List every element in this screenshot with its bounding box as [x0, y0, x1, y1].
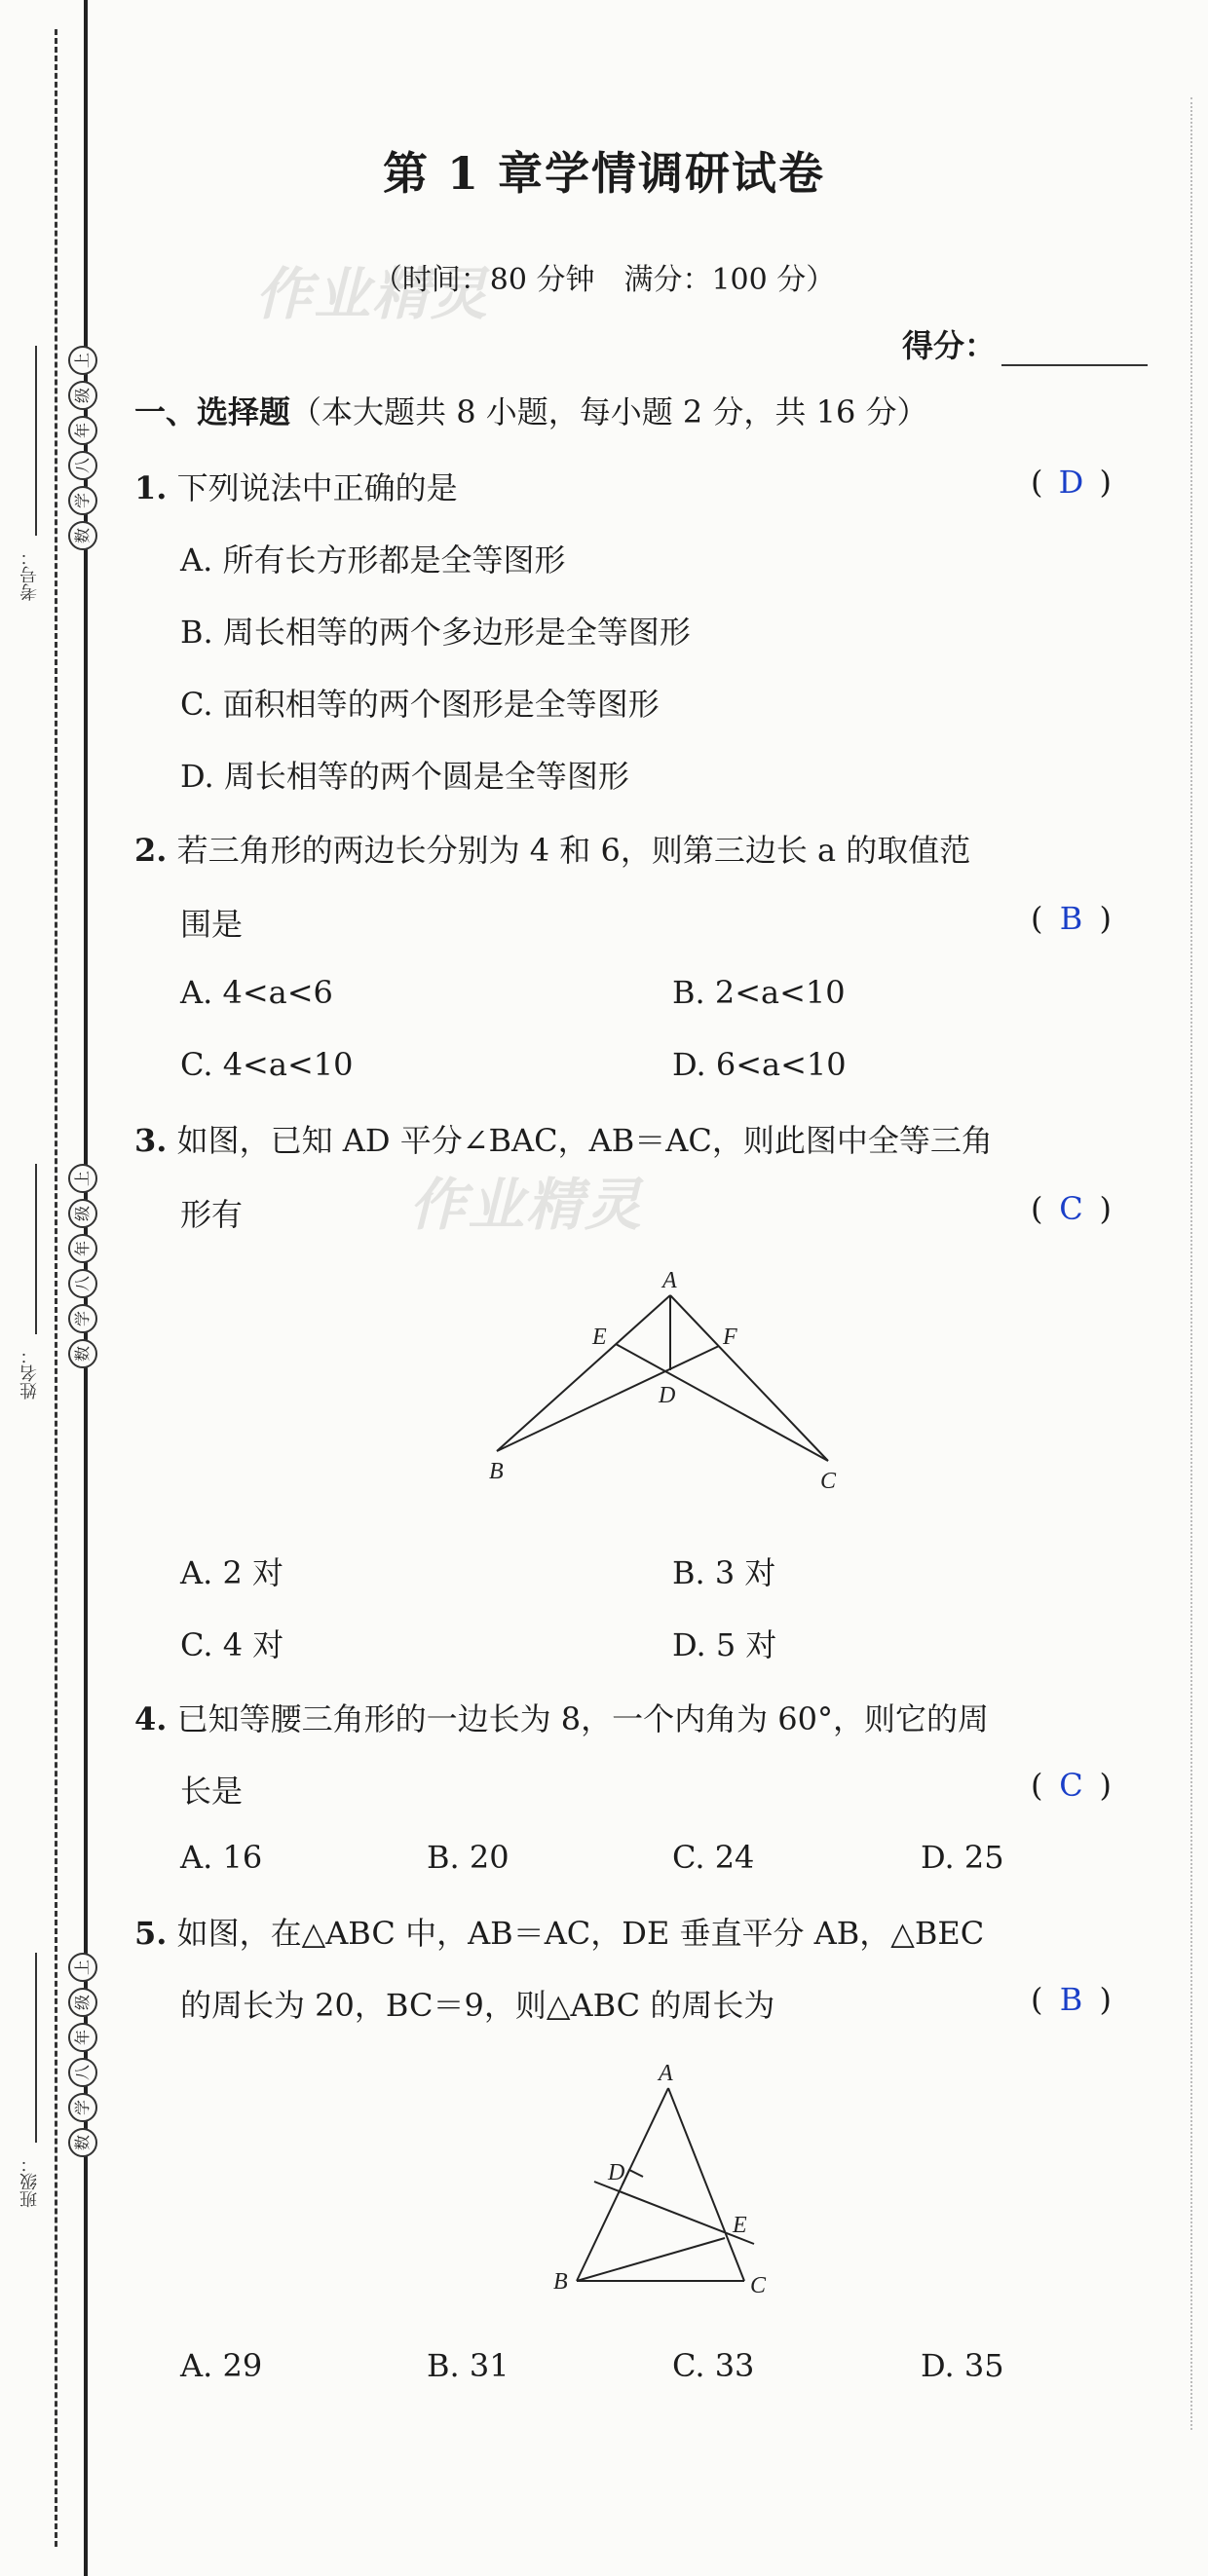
- option-d: D. 6<a<10: [672, 1046, 847, 1083]
- stamp-char: 八: [68, 451, 97, 480]
- score-blank: [1001, 335, 1148, 366]
- question-text: 如图，在△ABC 中，AB＝AC，DE 垂直平分 AB，△BEC: [176, 1915, 985, 1952]
- stamp-char: 级: [68, 1988, 97, 2017]
- option-d: D. 周长相等的两个圆是全等图形: [180, 758, 629, 795]
- option-d: D. 35: [921, 2347, 1004, 2384]
- question-4: [134, 1695, 989, 1739]
- label-d: D: [608, 2160, 625, 2185]
- stamp-char: 数: [68, 1339, 97, 1368]
- question-3: [134, 1116, 993, 1161]
- option-b: B. 周长相等的两个多边形是全等图形: [180, 614, 691, 651]
- stamp-char: 数: [68, 521, 97, 550]
- question-2: [134, 826, 970, 871]
- option-d: D. 5 对: [672, 1626, 777, 1663]
- option-d: D. 25: [921, 1839, 1004, 1876]
- answer-letter: C: [1059, 1767, 1083, 1804]
- answer-letter: B: [1059, 1981, 1083, 2018]
- score-label: 得分：: [901, 327, 996, 364]
- class-field: [18, 1953, 92, 2225]
- stamp-char: 上: [68, 346, 97, 375]
- option-b: B. 3 对: [672, 1554, 776, 1591]
- question-5: [134, 1909, 984, 1954]
- question-number: 2.: [134, 832, 168, 869]
- question-number: 4.: [134, 1700, 168, 1737]
- grade-stamp: [68, 1164, 97, 1368]
- question-number: 3.: [134, 1122, 168, 1159]
- segment-ce: [616, 1344, 828, 1461]
- right-angle-mark: [623, 2170, 643, 2184]
- question-number: 1.: [134, 469, 168, 506]
- label-b: B: [553, 2269, 568, 2295]
- score-field: [902, 321, 1148, 366]
- stamp-char: 年: [68, 416, 97, 445]
- stamp-char: 级: [68, 381, 97, 410]
- stamp-char: 年: [68, 2023, 97, 2052]
- answer-bracket: ( C ): [1031, 1190, 1112, 1227]
- label-c: C: [820, 1469, 837, 1494]
- segment-de: [594, 2182, 754, 2244]
- section-heading: [134, 388, 928, 432]
- figure-q3: [468, 1266, 857, 1510]
- segment-be: [577, 2238, 725, 2281]
- watermark: 作业精灵: [409, 1172, 644, 1238]
- question-text: 若三角形的两边长分别为 4 和 6，则第三边长 a 的取值范: [176, 832, 971, 869]
- option-c: C. 24: [672, 1839, 755, 1876]
- label-c: C: [750, 2273, 767, 2298]
- label-d: D: [659, 1383, 676, 1408]
- answer-bracket: ( D ): [1031, 464, 1112, 501]
- question-text-cont: 的周长为 20，BC＝9，则△ABC 的周长为: [180, 1987, 775, 2024]
- stamp-char: 上: [68, 1953, 97, 1982]
- question-text: 如图，已知 AD 平分∠BAC，AB＝AC，则此图中全等三角: [176, 1122, 993, 1159]
- watermark: 作业精灵: [255, 261, 490, 327]
- answer-bracket: ( C ): [1031, 1767, 1112, 1804]
- stamp-char: 上: [68, 1164, 97, 1193]
- label-b: B: [489, 1459, 504, 1484]
- answer-letter: C: [1059, 1190, 1083, 1227]
- section-note: （本大题共 8 小题，每小题 2 分，共 16 分）: [290, 393, 928, 430]
- option-a: A. 4<a<6: [180, 974, 333, 1011]
- label-e: E: [733, 2213, 747, 2238]
- stamp-char: 八: [68, 1269, 97, 1298]
- name-blank: [35, 1164, 37, 1334]
- stamp-char: 学: [68, 2093, 97, 2122]
- question-1: [134, 464, 458, 508]
- stamp-char: 八: [68, 2058, 97, 2087]
- label-e: E: [592, 1325, 607, 1350]
- page-title: 第 1 章学情调研试卷: [382, 147, 826, 200]
- stamp-char: 学: [68, 1304, 97, 1333]
- exam-number-label: 考号：: [19, 548, 40, 601]
- option-a: A. 所有长方形都是全等图形: [180, 541, 566, 579]
- question-text: 下列说法中正确的是: [176, 469, 458, 506]
- option-c: C. 4<a<10: [180, 1046, 354, 1083]
- option-c: C. 33: [672, 2347, 755, 2384]
- question-text: 已知等腰三角形的一边长为 8，一个内角为 60°，则它的周: [176, 1700, 990, 1737]
- stamp-char: 学: [68, 486, 97, 515]
- name-field: [18, 1164, 92, 1427]
- figure-q5: [546, 2055, 799, 2308]
- answer-letter: D: [1058, 464, 1084, 501]
- label-a: A: [659, 2061, 673, 2086]
- grade-stamp: [68, 1953, 97, 2157]
- option-c: C. 面积相等的两个图形是全等图形: [180, 686, 660, 723]
- option-b: B. 31: [427, 2347, 510, 2384]
- label-f: F: [723, 1325, 737, 1350]
- option-c: C. 4 对: [180, 1626, 284, 1663]
- option-a: A. 2 对: [180, 1554, 283, 1591]
- answer-bracket: ( B ): [1031, 1981, 1112, 2018]
- option-a: A. 29: [180, 2347, 263, 2384]
- exam-number-blank: [35, 346, 37, 536]
- class-blank: [35, 1953, 37, 2143]
- stamp-char: 数: [68, 2128, 97, 2157]
- name-label: 姓名：: [19, 1347, 40, 1400]
- right-margin-dots: [1190, 97, 1192, 2430]
- answer-letter: B: [1059, 900, 1083, 937]
- section-title: 一、选择题: [134, 393, 291, 430]
- segment-ab: [497, 1295, 670, 1451]
- question-text-cont: 围是: [180, 906, 244, 943]
- segment-ac: [670, 1295, 828, 1461]
- binding-margin: [0, 0, 93, 2576]
- answer-bracket: ( B ): [1031, 900, 1112, 937]
- question-text-cont: 形有: [180, 1196, 244, 1233]
- question-text-cont: 长是: [180, 1773, 244, 1810]
- segment-bf: [497, 1346, 719, 1451]
- question-number: 5.: [134, 1915, 168, 1952]
- grade-stamp: [68, 346, 97, 550]
- exam-info: （时间：80 分钟 满分：100 分）: [372, 263, 836, 297]
- option-b: B. 2<a<10: [672, 974, 846, 1011]
- stamp-char: 级: [68, 1199, 97, 1228]
- stamp-char: 年: [68, 1234, 97, 1263]
- exam-number-field: [18, 346, 92, 609]
- option-b: B. 20: [427, 1839, 510, 1876]
- label-a: A: [662, 1268, 677, 1293]
- option-a: A. 16: [180, 1839, 263, 1876]
- class-label: 班级：: [19, 2155, 40, 2208]
